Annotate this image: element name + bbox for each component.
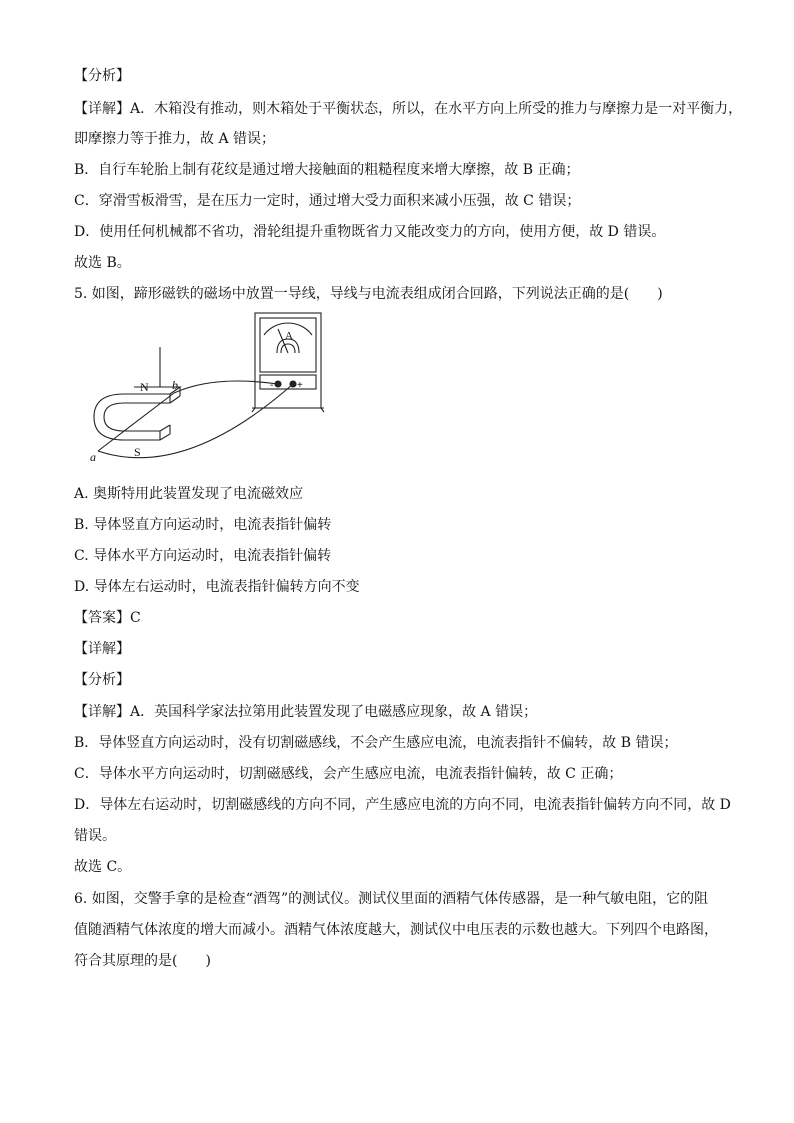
conductor-wire (98, 347, 293, 458)
question-5-stem: 5. 如图，蹄形磁铁的磁场中放置一导线，导线与电流表组成闭合回路，下列说法正确的是( ) (74, 286, 663, 302)
text-line: 故选 B。 (74, 255, 131, 271)
ammeter-label: A (285, 330, 293, 342)
option-b: B. 导体竖直方向运动时，电流表指针偏转 (74, 517, 332, 533)
text-line: 【分析】 (74, 672, 130, 688)
text-line: B．自行车轮胎上制有花纹是通过增大接触面的粗糙程度来增大摩擦，故 B 正确； (74, 162, 580, 178)
ammeter (252, 313, 324, 412)
option-d: D. 导体左右运动时，电流表指针偏转方向不变 (74, 579, 360, 595)
question-6-stem: 6. 如图，交警手拿的是检查“酒驾”的测试仪。测试仪里面的酒精气体传感器，是一种气敏电阻，它的阻 (74, 891, 709, 907)
text-line: 即摩擦力等于推力，故 A 错误； (74, 131, 276, 147)
option-a: A. 奥斯特用此装置发现了电流磁效应 (74, 486, 304, 502)
terminal-minus-label: - (270, 380, 274, 391)
option-c: C. 导体水平方向运动时，电流表指针偏转 (74, 548, 332, 564)
text-line: 【分析】 (74, 68, 130, 84)
text-line: D．使用任何机械都不省功，滑轮组提升重物既省力又能改变力的方向，使用方便，故 D 错误。 (74, 224, 666, 240)
text-line: C．穿滑雪板滑雪，是在压力一定时，通过增大受力面积来减小压强，故 C 错误； (74, 193, 581, 209)
end-b-label: b (172, 378, 178, 392)
text-line: 故选 C。 (74, 859, 132, 875)
answer-line: 【答案】C (74, 610, 141, 626)
text-line: 错误。 (74, 828, 116, 844)
text-line: D．导体左右运动时，切割磁感线的方向不同，产生感应电流的方向不同，电流表指针偏转方向不同，故 D (74, 797, 731, 813)
text-line: 【详解】A．木箱没有推动，则木箱处于平衡状态，所以，在水平方向上所受的推力与摩擦力是一对平衡力， (74, 101, 743, 117)
pole-s-label: S (134, 445, 141, 459)
terminal-plus-label: + (297, 380, 303, 391)
magnet-galvanometer-figure (74, 305, 334, 470)
pole-n-label: N (140, 380, 149, 394)
text-line: 值随酒精气体浓度的增大而减小。酒精气体浓度越大，测试仪中电压表的示数也越大。下列四个电路图， (74, 922, 718, 938)
end-a-label: a (90, 450, 96, 464)
text-line: 【详解】A．英国科学家法拉第用此装置发现了电磁感应现象，故 A 错误； (74, 704, 538, 720)
horseshoe-magnet (94, 387, 180, 440)
text-line: 【详解】 (74, 641, 130, 657)
text-line: C．导体水平方向运动时，切割磁感线，会产生感应电流，电流表指针偏转，故 C 正确； (74, 766, 623, 782)
text-line: 符合其原理的是( ) (74, 953, 211, 969)
text-line: B．导体竖直方向运动时，没有切割磁感线，不会产生感应电流，电流表指针不偏转，故 B 错误； (74, 735, 678, 751)
